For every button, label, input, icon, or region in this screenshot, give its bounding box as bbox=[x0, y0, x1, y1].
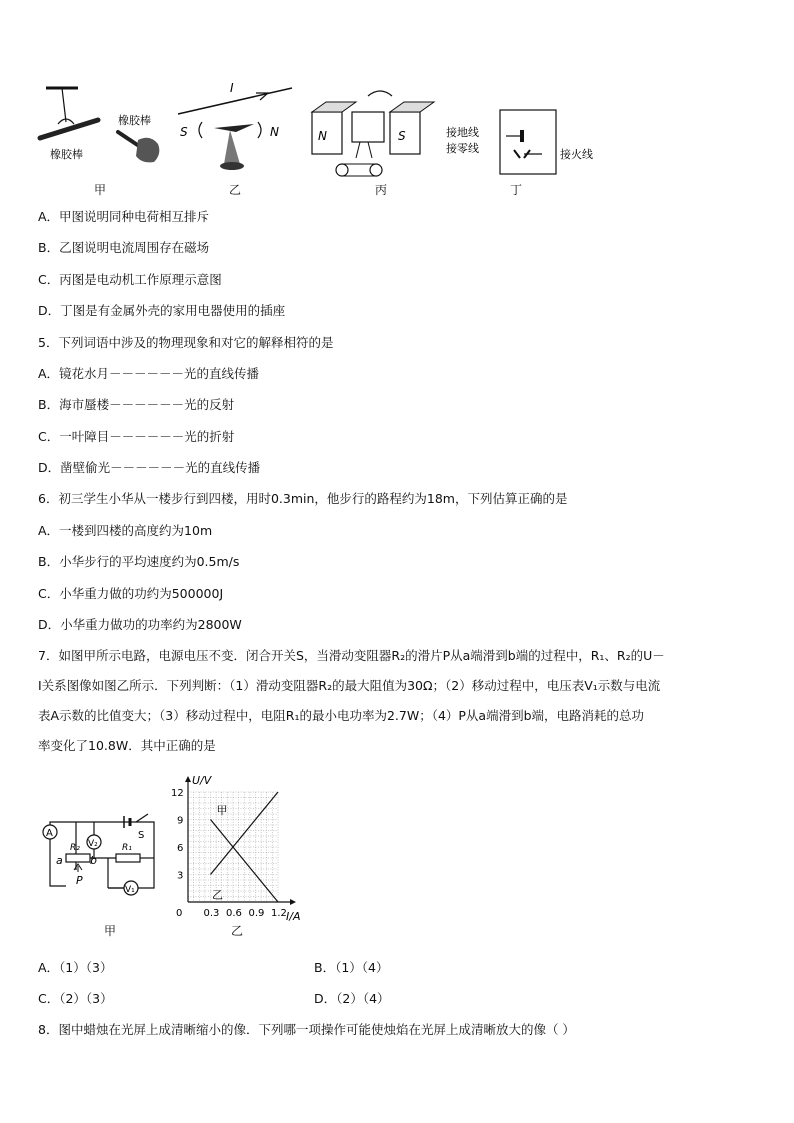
resistor-r1-symbol bbox=[116, 854, 140, 862]
q4-figures bbox=[30, 78, 610, 198]
q6-option-d: D．小华重力做功的功率约为2800W bbox=[38, 617, 242, 632]
q6-option-a: A．一楼到四楼的高度约为10m bbox=[38, 523, 213, 538]
q8-stem: 8．图中蜡烛在光屏上成清晰缩小的像．下列哪一项操作可能使烛焰在光屏上成清晰放大的像（ ） bbox=[38, 1022, 575, 1037]
fig-jia-rod-label-bottom: 橡胶棒 bbox=[50, 148, 83, 161]
q7-graph-fig-label: 乙 bbox=[231, 924, 244, 938]
q7-stem-line-4: 率变化了10.8W．其中正确的是 bbox=[38, 738, 216, 753]
graph-x-axis-label: I/A bbox=[286, 910, 301, 922]
resistor-r2-label: R₂ bbox=[70, 843, 80, 853]
q7-option-c: C．（2）（3） bbox=[38, 991, 113, 1006]
q5-option-b: B．海市蜃楼－－－－－－光的反射 bbox=[38, 397, 235, 412]
fig-label-jia: 甲 bbox=[94, 183, 107, 197]
fig-label-ding: 丁 bbox=[510, 183, 523, 197]
q5-option-a: A．镜花水月－－－－－－光的直线传播 bbox=[38, 366, 260, 381]
q7-option-d: D．（2）（4） bbox=[314, 991, 390, 1006]
slider-p-label: P bbox=[76, 874, 83, 887]
q6-stem: 6．初三学生小华从一楼步行到四楼，用时0.3min，他步行的路程约为18m，下列估算正确的是 bbox=[38, 491, 568, 506]
fig-ding-ground-label: 接地线 bbox=[446, 126, 479, 139]
fig-yi-oersted bbox=[178, 81, 292, 170]
fig-jia-rod-label-top: 橡胶棒 bbox=[118, 114, 151, 127]
graph-y-tick-label: 6 bbox=[177, 843, 184, 854]
fig-ding-neutral-label: 接零线 bbox=[446, 142, 479, 155]
ammeter-label: A bbox=[46, 828, 53, 839]
graph-x-tick-label: 0 bbox=[176, 908, 183, 919]
graph-x-tick-label: 1.2 bbox=[271, 908, 287, 919]
fig-bing-motor bbox=[312, 91, 434, 176]
graph-y-tick-label: 3 bbox=[177, 870, 184, 882]
voltmeter-v1-label: V₁ bbox=[125, 885, 135, 895]
graph-y-tick-label: 9 bbox=[177, 815, 184, 827]
q7-ui-graph bbox=[166, 772, 326, 922]
fig-jia-rubber-rods bbox=[40, 88, 159, 162]
terminal-b-label: b bbox=[90, 854, 97, 867]
q7-circuit-fig-label: 甲 bbox=[104, 924, 117, 938]
q6-option-c: C．小华重力做的功约为500000J bbox=[38, 586, 224, 601]
q7-stem-line-3: 表A示数的比值变大；（3）移动过程中，电阻R₁的最小电功率为2.7W；（4）P从a端滑到b端，电路消耗的总功 bbox=[38, 708, 645, 723]
voltmeter-v2-label: V₂ bbox=[88, 839, 98, 849]
graph-series-label-1: 乙 bbox=[212, 888, 223, 902]
q7-stem-line-1: 7．如图甲所示电路，电源电压不变．闭合开关S，当滑动变阻器R₂的滑片P从a端滑到b端的过程中，R₁、R₂的U－ bbox=[38, 648, 665, 663]
q5-stem: 5．下列词语中涉及的物理现象和对它的解释相符的是 bbox=[38, 335, 334, 350]
graph-x-tick-label: 0.9 bbox=[248, 908, 265, 919]
fig-yi-n-label: N bbox=[270, 125, 279, 139]
graph-x-tick-label: 0.3 bbox=[203, 908, 220, 919]
q7-option-b: B．（1）（4） bbox=[314, 960, 389, 975]
fig-yi-s-label: S bbox=[180, 125, 188, 139]
terminal-a-label: a bbox=[56, 854, 63, 867]
q4-option-a: A．甲图说明同种电荷相互排斥 bbox=[38, 209, 210, 224]
q5-option-d: D．凿壁偷光－－－－－－光的直线传播 bbox=[38, 460, 261, 475]
fig-bing-n-label: N bbox=[318, 129, 327, 143]
q4-option-d: D．丁图是有金属外壳的家用电器使用的插座 bbox=[38, 303, 286, 318]
fig-bing-s-label: S bbox=[398, 129, 406, 143]
q5-option-c: C．一叶障目－－－－－－光的折射 bbox=[38, 429, 235, 444]
q6-option-b: B．小华步行的平均速度约为0.5m/s bbox=[38, 554, 240, 569]
fig-label-yi: 乙 bbox=[229, 183, 242, 197]
fig-yi-current-label: I bbox=[230, 81, 234, 95]
graph-series-label-0: 甲 bbox=[216, 804, 228, 817]
fig-ding-socket bbox=[446, 110, 593, 174]
q7-option-a: A．（1）（3） bbox=[38, 960, 113, 975]
graph-y-axis-label: U/V bbox=[192, 774, 212, 787]
switch-s-label: S bbox=[138, 830, 145, 841]
resistor-r2-symbol bbox=[66, 854, 90, 862]
q4-option-b: B．乙图说明电流周围存在磁场 bbox=[38, 240, 210, 255]
graph-y-tick-label: 12 bbox=[171, 788, 184, 799]
graph-x-tick-label: 0.6 bbox=[226, 908, 242, 919]
fig-ding-live-label: 接火线 bbox=[560, 148, 593, 161]
resistor-r1-label: R₁ bbox=[122, 843, 132, 853]
q4-option-c: C．丙图是电动机工作原理示意图 bbox=[38, 272, 222, 287]
fig-label-bing: 丙 bbox=[375, 183, 388, 197]
q7-circuit-diagram bbox=[36, 808, 166, 908]
q7-stem-line-2: I关系图像如图乙所示．下列判断：（1）滑动变阻器R₂的最大阻值为30Ω；（2）移动过程中，电压表V₁示数与电流 bbox=[38, 678, 661, 693]
